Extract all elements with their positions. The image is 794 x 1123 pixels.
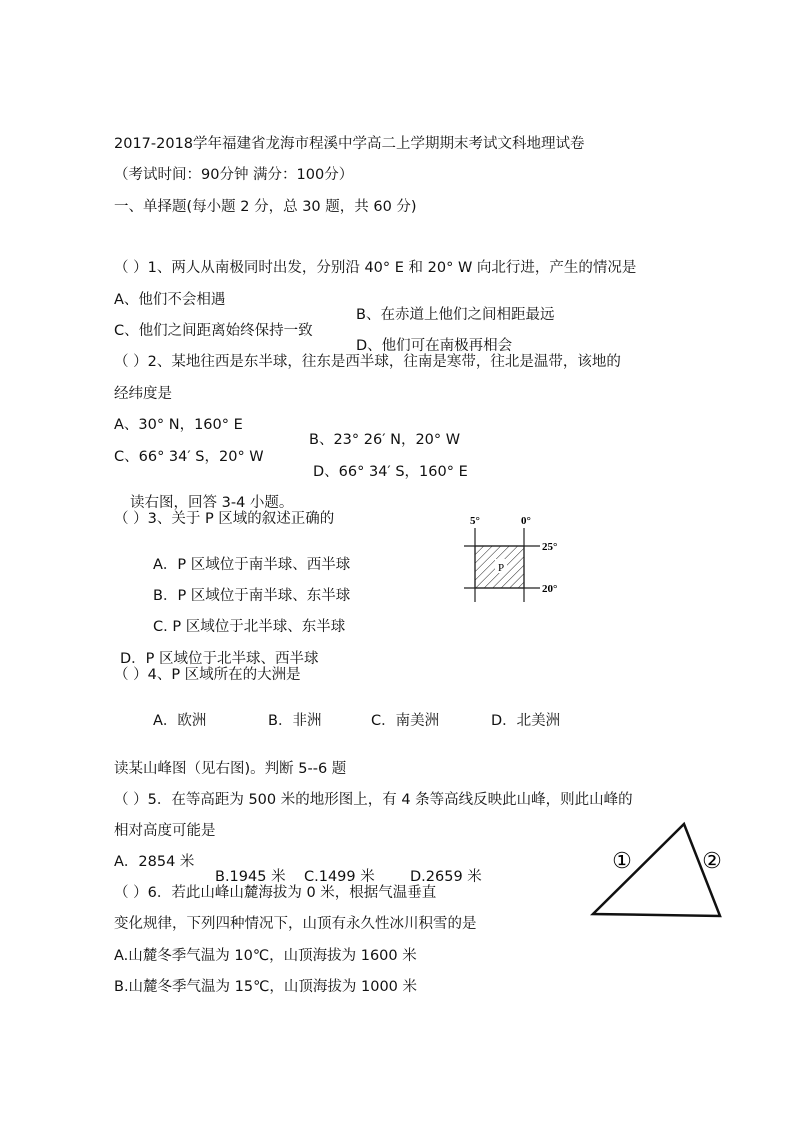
q1-option-b: B、在赤道上他们之间相距最远 — [356, 306, 555, 323]
q4-option-a: A．欧洲 — [153, 712, 207, 729]
page-title: 2017-2018学年福建省龙海市程溪中学高二上学期期末考试文科地理试卷 — [114, 136, 585, 152]
q4-option-d: D．北美洲 — [491, 712, 561, 729]
q1-option-a: A、他们不会相遇 — [114, 292, 226, 308]
q2-option-b: B、23° 26′ N，20° W — [309, 431, 461, 448]
q6-option-a: A.山麓冬季气温为 10℃，山顶海拔为 1600 米 — [114, 948, 417, 964]
q1-option-c: C、他们之间距离始终保持一致 — [114, 323, 313, 339]
q5-stem-line2: 相对高度可能是 — [114, 823, 216, 839]
q3-option-a: A．P 区域位于南半球、西半球 — [153, 556, 351, 573]
q4-option-b: B．非洲 — [268, 712, 322, 729]
q3-option-c: C. P 区域位于北半球、东半球 — [153, 618, 346, 635]
lon-left-label: 5° — [470, 515, 480, 527]
q5-stem-line1: （ ）5．在等高距为 500 米的地形图上，有 4 条等高线反映此山峰，则此山峰的 — [114, 792, 633, 808]
q2-option-c: C、66° 34′ S，20° W — [114, 449, 264, 465]
exam-info: （考试时间：90分钟 满分：100分） — [114, 167, 354, 183]
region-p-label: P — [497, 562, 505, 574]
q6-option-b: B.山麓冬季气温为 15℃，山顶海拔为 1000 米 — [114, 979, 418, 995]
q5-option-b: B.1945 米 — [215, 868, 286, 885]
slope-label-1: ① — [612, 848, 632, 873]
intro-3-4: 读右图，回答 3-4 小题。 — [130, 494, 294, 511]
section-heading: 一、单择题(每小题 2 分，总 30 题，共 60 分) — [114, 199, 417, 215]
slope-label-2: ② — [702, 848, 722, 873]
q2-stem-line1: （ ）2、某地往西是东半球，往东是西半球，往南是寒带，往北是温带，该地的 — [114, 354, 621, 370]
q1-option-d: D、他们可在南极再相会 — [356, 337, 513, 354]
q6-stem-line2: 变化规律，下列四种情况下，山顶有永久性冰川积雪的是 — [114, 916, 477, 932]
q3-stem: （ ）3、关于 P 区域的叙述正确的 — [114, 511, 335, 527]
q2-option-a: A、30° N，160° E — [114, 417, 243, 433]
q5-option-d: D.2659 米 — [410, 868, 482, 885]
q2-stem-line2: 经纬度是 — [114, 386, 172, 402]
q1-stem: （ ）1、两人从南极同时出发，分别沿 40° E 和 20° W 向北行进，产生的情况是 — [114, 260, 637, 276]
mountain-figure — [588, 818, 728, 922]
q4-option-c: C．南美洲 — [371, 712, 440, 729]
q4-stem: （ ）4、P 区域所在的大洲是 — [114, 667, 301, 683]
lat-top-label: 25° — [542, 541, 558, 553]
lat-bottom-label: 20° — [542, 583, 558, 595]
lon-right-label: 0° — [521, 515, 531, 527]
q6-stem-line1: （ ）6．若此山峰山麓海拔为 0 米，根据气温垂直 — [114, 885, 437, 901]
q3-option-b: B．P 区域位于南半球、东半球 — [153, 587, 351, 604]
q2-option-d: D、66° 34′ S，160° E — [313, 463, 468, 480]
intro-5-6: 读某山峰图（见右图)。判断 5--6 题 — [114, 761, 347, 777]
q3-option-d: D．P 区域位于北半球、西半球 — [120, 650, 319, 667]
q5-option-a: A．2854 米 — [114, 854, 195, 870]
lat-lon-grid-figure — [458, 512, 578, 612]
q5-option-c: C.1499 米 — [304, 868, 375, 885]
